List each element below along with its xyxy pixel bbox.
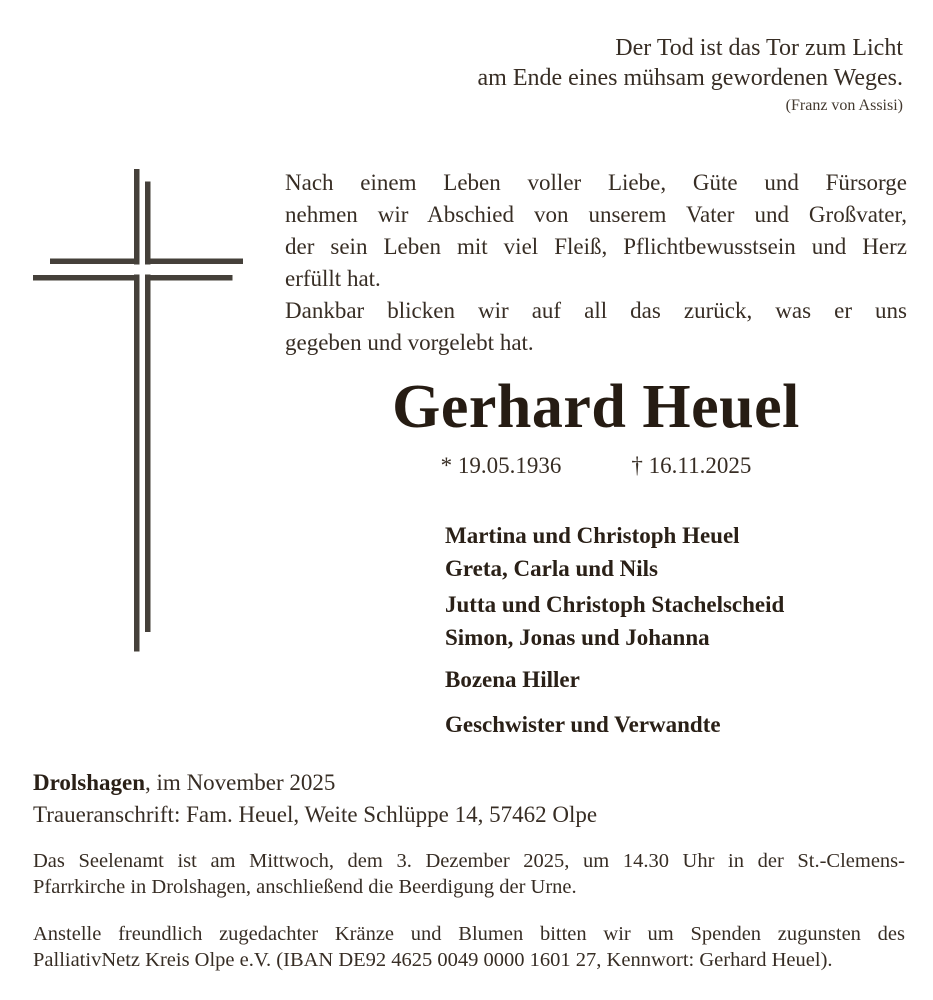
mourner-group [445, 588, 907, 654]
life-dates [285, 453, 907, 479]
donation-line: Anstelle freundlich zugedachter Kränze und Blumen bitten wir um Spenden zugunsten des [33, 923, 905, 945]
service-line: Pfarrkirche in Drolshagen, anschließend die Beerdigung der Urne. [33, 876, 577, 898]
intro-line: Nach einem Leben voller Liebe, Güte und Fürsorge [285, 170, 907, 195]
memorial-quote [478, 33, 904, 117]
mourner-line: Geschwister und Verwandte [445, 712, 721, 737]
service-line: Das Seelenamt ist am Mittwoch, dem 3. Dezember 2025, um 14.30 Uhr in der St.-Clemens- [33, 850, 905, 872]
place-date-suffix: , im November 2025 [145, 770, 336, 795]
mourner-group [445, 663, 907, 696]
service-info [33, 848, 905, 900]
mourner-line: Simon, Jonas und Johanna [445, 625, 710, 650]
intro-line: nehmen wir Abschied von unserem Vater und Großvater, [285, 202, 907, 227]
announcement-column [285, 167, 907, 741]
intro-line: der sein Leben mit viel Fleiß, Pflichtbewusstsein und Herz [285, 234, 907, 259]
intro-line: gegeben und vorgelebt hat. [285, 330, 534, 355]
donation-line: PalliativNetz Kreis Olpe e.V. (IBAN DE92 4625 0049 0000 1601 27, Kennwort: Gerhard Heuel). [33, 949, 833, 971]
quote-line-1: Der Tod ist das Tor zum Licht [615, 35, 903, 61]
deceased-name: Gerhard Heuel [392, 373, 800, 441]
birth-date: * 19.05.1936 [440, 453, 562, 478]
mourning-address: Traueranschrift: Fam. Heuel, Weite Schlüppe 14, 57462 Olpe [33, 802, 598, 827]
intro-line: erfüllt hat. [285, 266, 381, 291]
donation-info [33, 921, 905, 973]
death-date: † 16.11.2025 [631, 453, 752, 478]
memorial-cross-icon [33, 169, 243, 652]
funeral-details [33, 767, 905, 973]
quote-line-2: am Ende eines mühsam gewordenen Weges. [477, 65, 903, 91]
mourner-group [445, 519, 907, 585]
mourner-group [445, 708, 907, 741]
mourner-line: Bozena Hiller [445, 667, 580, 692]
place-date-line [33, 767, 905, 799]
mourner-line: Martina und Christoph Heuel [445, 523, 740, 548]
mourners-list [285, 519, 907, 741]
mourner-line: Jutta und Christoph Stachelscheid [445, 592, 785, 617]
mourner-line: Greta, Carla und Nils [445, 556, 658, 581]
quote-attribution: (Franz von Assisi) [785, 97, 903, 114]
intro-line: Dankbar blicken wir auf all das zurück, was er uns [285, 298, 907, 323]
place-name: Drolshagen [33, 770, 146, 795]
intro-text [285, 167, 907, 359]
